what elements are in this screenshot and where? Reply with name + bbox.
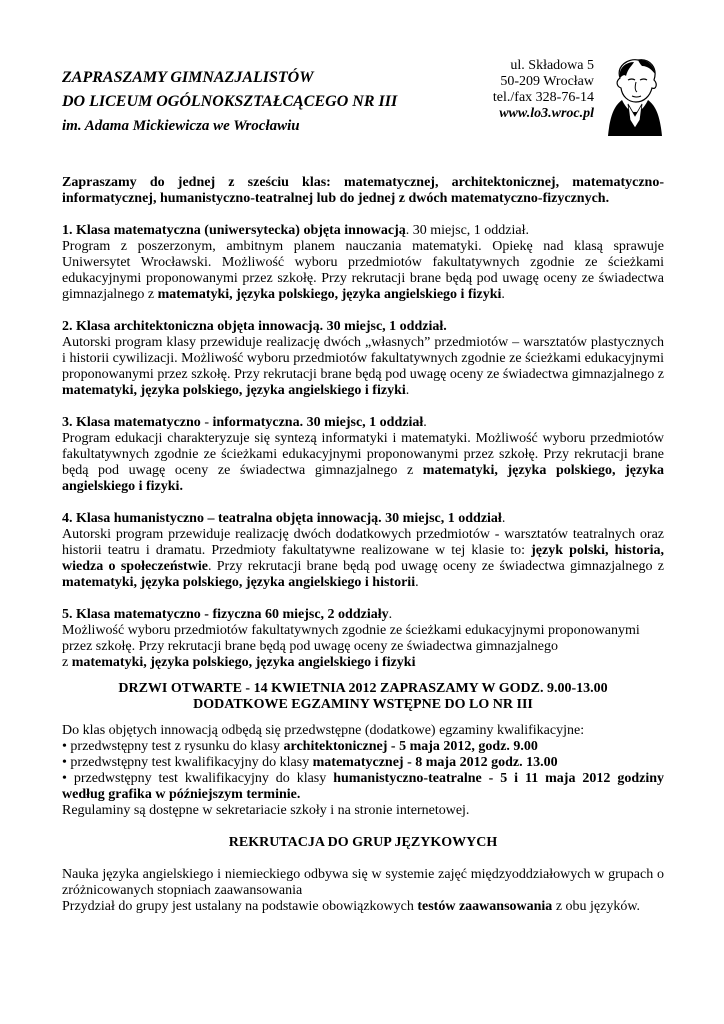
header-title: [62, 66, 462, 138]
title-line-1: ZAPRASZAMY GIMNAZJALISTÓW: [62, 69, 314, 86]
class-5-heading: 5. Klasa matematyczno - fizyczna 60 miejsc, 2 oddziały.: [62, 607, 393, 622]
open-day-line-2: DODATKOWE EGZAMINY WSTĘPNE DO LO NR III: [193, 697, 533, 712]
intro-paragraph: Zapraszamy do jednej z sześciu klas: matematycznej, architektonicznej, matematyczno-informatycznej, humanistyczno-teatralnej lub do jednej z dwóch matematyczno-fizycznych.: [62, 175, 664, 206]
class-4-heading: 4. Klasa humanistyczno – teatralna objęta innowacją. 30 miejsc, 1 oddział.: [62, 511, 506, 526]
exams-intro: Do klas objętych innowacją odbędą się przedwstępne (dodatkowe) egzaminy kwalifikacyjne:: [62, 723, 585, 738]
exams-note: Regulaminy są dostępne w sekretariacie szkoły i na stronie internetowej.: [62, 803, 470, 818]
class-2-body: Autorski program klasy przewiduje realizację dwóch „własnych” przedmiotów – warsztatów plastycznych i historii cywilizacji. Możliwość wyboru przedmiotów fakultatywnych zgodnie ze ścieżkami edukacyjnymi proponowanymi przez szkołę. Przy rekrutacji brane będą pod uwagę oceny ze świadectwa gimnazjalnego z matematyki, języka polskiego, języka angielskiego i fizyki.: [62, 335, 664, 398]
exam-item-2: • przedwstępny test kwalifikacyjny do klasy matematycznej - 8 maja 2012 godz. 13.00: [62, 755, 664, 771]
class-5-body: Możliwość wyboru przedmiotów fakultatywnych zgodnie ze ścieżkami edukacyjnymi proponowanymi przez szkołę. Przy rekrutacji brane będą pod uwagę oceny ze świadectwa gimnazjalnego z matematyki, języka polskiego, języka angielskiego i fizyki: [62, 623, 640, 670]
exam-item-3: • przedwstępny test kwalifikacyjny do klasy humanistyczno-teatralne - 5 i 11 maja 2012 godziny według grafika w późniejszym terminie.: [62, 771, 664, 803]
exam-item-1: • przedwstępny test z rysunku do klasy architektonicznej - 5 maja 2012, godz. 9.00: [62, 739, 664, 755]
open-day-line-1: DRZWI OTWARTE - 14 KWIETNIA 2012 ZAPRASZAMY W GODZ. 9.00-13.00: [118, 681, 608, 696]
languages-heading: REKRUTACJA DO GRUP JĘZYKOWYCH: [228, 835, 498, 850]
class-3-body: Program edukacji charakteryzuje się syntezą informatyki i matematyki. Możliwość wyboru przedmiotów fakultatywnych zgodnie ze ścieżkami edukacyjnymi proponowanymi przez szkołę. Przy rekrutacji brane będą pod uwagę oceny ze świadectwa gimnazjalnego z matematyki, języka polskiego, języka angielskiego i fizyki.: [62, 431, 664, 494]
class-1-heading: 1. Klasa matematyczna (uniwersytecka) objęta innowacją. 30 miejsc, 1 oddział.: [62, 223, 529, 238]
address-phone: tel./fax 328-76-14: [492, 90, 594, 105]
school-address: [493, 58, 594, 122]
class-1-body: Program z poszerzonym, ambitnym planem nauczania matematyki. Opiekę nad klasą sprawuje Uniwersytet Wrocławski. Możliwość wyboru przedmiotów fakultatywnych zgodnie ze ścieżkami edukacyjnymi proponowanymi przez szkołę. Przy rekrutacji brane będą pod uwagę oceny ze świadectwa gimnazjalnego z matematyki, języka polskiego, języka angielskiego i fizyki.: [62, 239, 664, 302]
title-line-3: im. Adama Mickiewicza we Wrocławiu: [62, 118, 300, 134]
class-3-heading: 3. Klasa matematyczno - informatyczna. 30 miejsc, 1 oddział.: [62, 415, 427, 430]
main-content: [62, 175, 664, 915]
address-website: www.lo3.wroc.pl: [499, 106, 594, 121]
class-4-body: Autorski program przewiduje realizację dwóch dodatkowych przedmiotów - warsztatów teatralnych oraz historii teatru i dramatu. Przedmioty fakultatywne realizowane w tej klasie to: język polski, historia, wiedza o społeczeństwie. Przy rekrutacji brane będą pod uwagę oceny ze świadectwa gimnazjalnego z matematyki, języka polskiego, języka angielskiego i historii.: [62, 527, 665, 590]
title-line-2: DO LICEUM OGÓLNOKSZTAŁCĄCEGO NR III: [62, 93, 398, 110]
address-street: ul. Składowa 5: [510, 58, 594, 73]
languages-paragraph-2: Przydział do grupy jest ustalany na podstawie obowiązkowych testów zaawansowania z obu języków.: [62, 899, 641, 914]
mickiewicz-portrait-icon: [606, 54, 664, 138]
languages-paragraph-1: Nauka języka angielskiego i niemieckiego odbywa się w systemie zajęć międzyoddziałowych w grupach o zróżnicowanych stopniach zaawansowania: [62, 867, 664, 898]
address-city: 50-209 Wrocław: [500, 74, 594, 89]
class-2-heading: 2. Klasa architektoniczna objęta innowacją. 30 miejsc, 1 oddział.: [62, 319, 447, 334]
